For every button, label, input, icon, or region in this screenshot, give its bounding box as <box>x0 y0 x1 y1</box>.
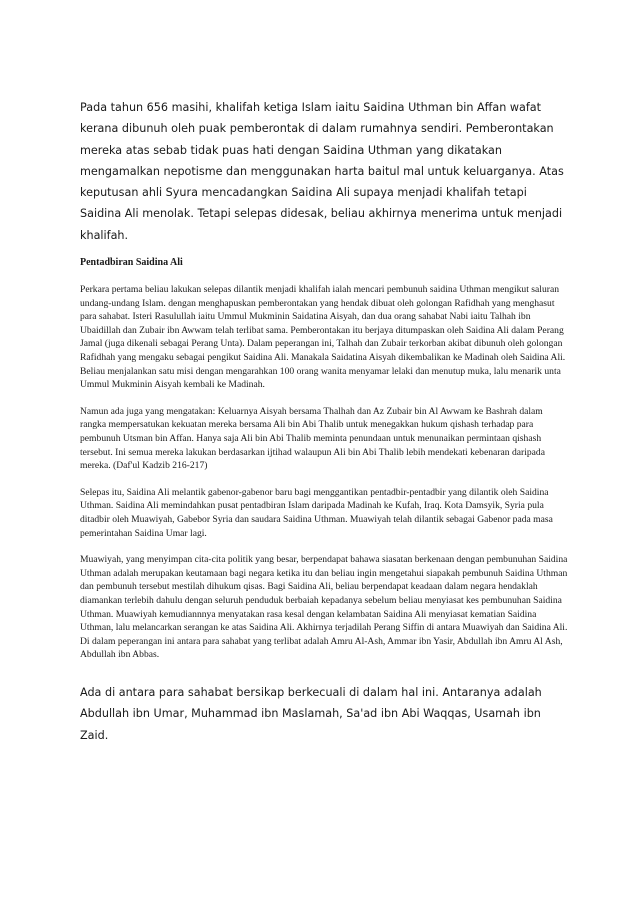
body-paragraph-4: Muawiyah, yang menyimpan cita-cita politik yang besar, berpendapat bahawa siasatan berkenaan dengan pembunuhan Saidina Uthman adalah merupakan keutamaan bagi negara ketika itu dan beliau ingin mengetahui siapakah pembunuh Saidina Uthman dan pembunuh tersebut mestilah dihukum qisas. Bagi Saidina Ali, beliau berpendapat keadaan dalam negara hendaklah diamankan terlebih dahulu dengan seluruh penduduk berbaiah kepadanya sebelum beliau menyiasat kes pembunuhan Saidina Uthman. Muawiyah kemudiannnya menyatakan rasa kesal dengan kelambatan Saidina Ali menyiasat kematian Saidina Uthman, lalu melancarkan serangan ke atas Saidina Ali. Akhirnya terjadilah Perang Siffin di antara Muawiyah dan Saidina Ali. Di dalam peperangan ini antara para sahabat yang terlibat adalah Amru Al-Ash, Ammar ibn Yasir, Abdullah ibn Amru Al Ash, Abdullah ibn Abbas. <box>80 554 568 661</box>
outro-paragraph: Ada di antara para sahabat bersikap berkecuali di dalam hal ini. Antaranya adalah Abdullah ibn Umar, Muhammad ibn Maslamah, Sa'ad ibn Abi Waqqas, Usamah ibn Zaid. <box>80 685 542 742</box>
document-page <box>80 97 570 746</box>
body-paragraph-2: Namun ada juga yang mengatakan: Keluarnya Aisyah bersama Thalhah dan Az Zubair bin Al Awwam ke Bashrah dalam rangka mempersatukan kekuatan mereka bersama Ali bin Abi Thalib untuk menegakkan hukum qishash terhadap para pembunuh Utsman bin Affan. Hanya saja Ali bin Abi Thalib meminta penundaan untuk menunaikan permintaan qishash tersebut. Ini semua mereka lakukan berdasarkan ijtihad walaupun Ali bin Abi Thalib lebih mendekati kebenaran daripada mereka. (Daf'ul Kadzib 216-217) <box>80 405 545 472</box>
intro-paragraph: Pada tahun 656 masihi, khalifah ketiga Islam iaitu Saidina Uthman bin Affan wafat kerana dibunuh oleh puak pemberontak di dalam rumahnya sendiri. Pemberontakan mereka atas sebab tidak puas hati dengan Saidina Uthman yang dikatakan mengamalkan nepotisme dan menggunakan harta baitul mal untuk keluarganya. Atas keputusan ahli Syura mencadangkan Saidina Ali supaya menjadi khalifah tetapi Saidina Ali menolak. Tetapi selepas didesak, beliau akhirnya menerima untuk menjadi khalifah. <box>80 101 564 242</box>
section-heading: Pentadbiran Saidina Ali <box>80 257 183 269</box>
body-paragraph-3: Selepas itu, Saidina Ali melantik gabenor-gabenor baru bagi menggantikan pentadbir-pentadbir yang dilantik oleh Saidina Uthman. Saidina Ali memindahkan pusat pentadbiran Islam daripada Madinah ke Kufah, Iraq. Kota Damsyik, Syria pula ditadbir oleh Muawiyah, Gabebor Syria dan saudara Saidina Uthman. Muawiyah telah dilantik sebagai Gabenor pada masa pemerintahan Saidina Umar lagi. <box>80 486 553 539</box>
body-paragraph-1: Perkara pertama beliau lakukan selepas dilantik menjadi khalifah ialah mencari pembunuh saidina Uthman mengikut saluran undang-undang Islam. dengan menghapuskan pemberontakan yang hendak dibuat oleh golongan Rafidhah yang menghasut para sahabat. Isteri Rasulullah iaitu Ummul Mukminin Saidatina Aisyah, dan dua orang sahabat Nabi iaitu Talhah ibn Ubaidillah dan Zubair ibn Awwam telah terlibat sama. Pemberontakan itu berjaya ditumpaskan oleh Saidina Ali dalam Perang Jamal (juga dikenali sebagai Perang Unta). Dalam peperangan ini, Talhah dan Zubair terkorban akibat dibunuh oleh golongan Rafidhah yang mengaku sebagai pengikut Saidina Ali. Manakala Saidatina Aisyah dikembalikan ke Madinah oleh Saidina Ali. Beliau menjalankan satu misi dengan mengarahkan 100 orang wanita menyamar lelaki dan menutup muka, lalu menarik unta Ummul Mukminin Aisyah kembali ke Madinah. <box>80 284 566 391</box>
